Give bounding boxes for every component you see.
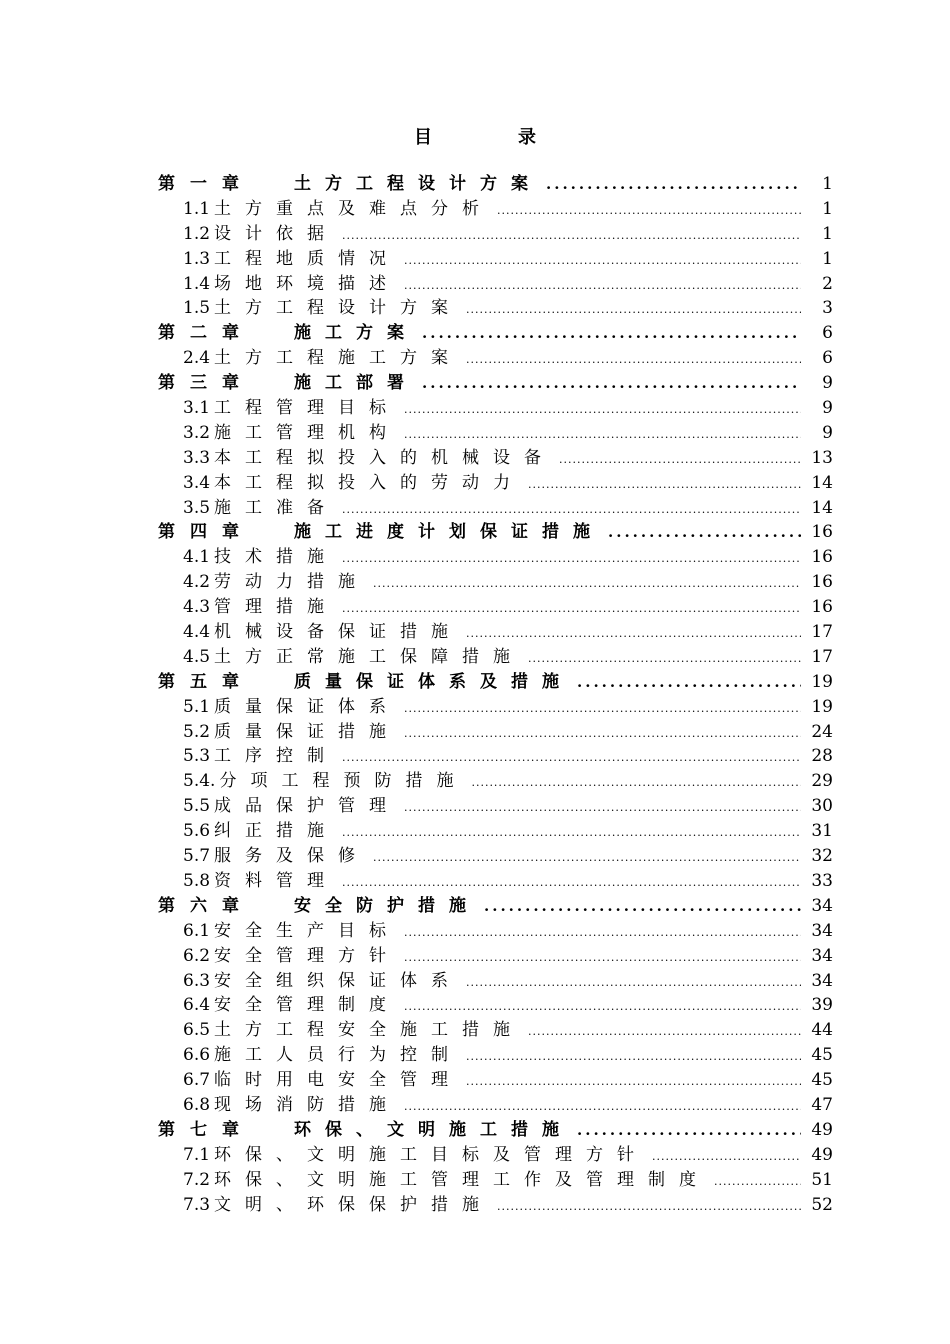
entry-title: 管理措施 [214, 597, 339, 618]
entry-number: 第七章 [158, 1119, 254, 1140]
dot-leader [404, 921, 801, 944]
dot-leader [528, 473, 801, 496]
toc-chapter-entry[interactable] [158, 520, 833, 545]
dot-leader [546, 172, 801, 197]
entry-number: 7.3 [183, 1194, 211, 1215]
dot-leader [404, 274, 801, 297]
entry-page-number: 17 [811, 622, 833, 643]
toc-chapter-entry[interactable] [158, 894, 833, 919]
toc-section-entry[interactable] [158, 570, 833, 595]
entry-number: 6.7 [183, 1070, 211, 1091]
entry-number: 1.3 [183, 248, 211, 269]
entry-title: 施工管理机构 [214, 422, 401, 443]
entry-page-number: 51 [811, 1169, 833, 1190]
entry-title: 施工准备 [214, 497, 339, 518]
entry-number: 7.2 [183, 1169, 211, 1190]
dot-leader [466, 622, 801, 645]
entry-title: 成品保护管理 [214, 796, 401, 817]
toc-section-entry[interactable] [158, 744, 833, 769]
entry-title: 本工程拟投入的机械设备 [214, 447, 556, 468]
dot-leader [404, 398, 801, 421]
entry-title: 安全组织保证体系 [214, 970, 463, 991]
entry-page-number: 14 [811, 497, 833, 518]
entry-page-number: 14 [811, 472, 833, 493]
toc-section-entry[interactable] [158, 645, 833, 670]
entry-page-number: 16 [811, 547, 833, 568]
toc-section-entry[interactable] [158, 346, 833, 371]
toc-section-entry[interactable] [158, 1018, 833, 1043]
toc-chapter-entry[interactable] [158, 321, 833, 346]
entry-number: 4.4 [183, 622, 211, 643]
toc-chapter-entry[interactable] [158, 172, 833, 197]
entry-page-number: 17 [811, 646, 833, 667]
entry-title: 环保、文明施工管理工作及管理制度 [214, 1169, 711, 1190]
dot-leader [342, 224, 801, 247]
entry-page-number: 34 [811, 970, 833, 991]
entry-number: 1.5 [183, 298, 211, 319]
entry-title: 土方工程设计方案 [214, 298, 463, 319]
entry-number: 5.5 [183, 796, 211, 817]
entry-page-number: 24 [811, 721, 833, 742]
entry-page-number: 9 [822, 373, 833, 394]
dot-leader [466, 971, 801, 994]
toc-section-entry[interactable] [158, 1168, 833, 1193]
toc-section-entry[interactable] [158, 545, 833, 570]
entry-title: 质量保证措施 [214, 721, 401, 742]
entry-number: 第二章 [158, 323, 254, 344]
entry-page-number: 1 [822, 174, 833, 194]
entry-title: 质量保证体系 [214, 696, 401, 717]
entry-title: 纠正措施 [214, 821, 339, 842]
entry-number: 2.4 [183, 348, 211, 369]
entry-number: 6.1 [183, 920, 211, 941]
entry-title: 资料管理 [214, 870, 339, 891]
dot-leader [484, 894, 801, 919]
dot-leader [528, 647, 801, 670]
dot-leader [497, 199, 801, 222]
entry-number: 6.5 [183, 1020, 211, 1041]
dot-leader [559, 448, 801, 471]
entry-page-number: 19 [811, 696, 833, 717]
dot-leader [342, 746, 801, 769]
entry-title: 场地环境描述 [214, 273, 401, 294]
entry-title: 文明、环保保护措施 [214, 1194, 494, 1215]
entry-number: 7.1 [183, 1144, 211, 1165]
entry-title: 土方正常施工保障措施 [214, 646, 525, 667]
entry-page-number: 9 [822, 422, 833, 443]
toc-section-entry[interactable] [158, 421, 833, 446]
entry-page-number: 39 [811, 995, 833, 1016]
dot-leader [404, 995, 801, 1018]
entry-title: 土方工程施工方案 [214, 348, 463, 369]
toc-section-entry[interactable] [158, 620, 833, 645]
entry-number: 5.8 [183, 870, 211, 891]
entry-page-number: 34 [811, 920, 833, 941]
entry-page-number: 1 [822, 248, 833, 269]
dot-leader [404, 1095, 801, 1118]
entry-number: 5.1 [183, 696, 211, 717]
dot-leader [466, 348, 801, 371]
entry-number: 5.6 [183, 821, 211, 842]
entry-page-number: 44 [811, 1020, 833, 1041]
entry-title: 环保、文明施工目标及管理方针 [214, 1144, 649, 1165]
entry-page-number: 33 [811, 870, 833, 891]
toc-section-entry[interactable] [158, 993, 833, 1018]
entry-title: 机械设备保证措施 [214, 622, 463, 643]
entry-title: 现场消防措施 [214, 1094, 401, 1115]
entry-number: 第一章 [158, 174, 254, 194]
toc-section-entry[interactable] [158, 396, 833, 421]
dot-leader [577, 670, 801, 695]
entry-page-number: 16 [811, 522, 833, 543]
entry-number: 3.5 [183, 497, 211, 518]
entry-title: 施工人员行为控制 [214, 1045, 463, 1066]
toc-section-entry[interactable] [158, 595, 833, 620]
entry-title: 服务及保修 [214, 846, 370, 867]
toc-section-entry[interactable] [158, 695, 833, 720]
entry-title: 技术措施 [214, 547, 339, 568]
entry-page-number: 30 [811, 796, 833, 817]
entry-page-number: 45 [811, 1070, 833, 1091]
entry-page-number: 19 [811, 671, 833, 692]
dot-leader [471, 771, 801, 794]
toc-section-entry[interactable] [158, 1193, 833, 1218]
entry-number: 第四章 [158, 522, 254, 543]
dot-leader [422, 371, 801, 396]
dot-leader [342, 871, 801, 894]
entry-title: 环保、文明施工措施 [294, 1119, 573, 1140]
toc-section-entry[interactable] [158, 944, 833, 969]
entry-title: 设计依据 [214, 223, 339, 244]
entry-title: 安全管理方针 [214, 945, 401, 966]
entry-page-number: 6 [822, 348, 833, 369]
entry-page-number: 45 [811, 1045, 833, 1066]
entry-page-number: 49 [811, 1144, 833, 1165]
entry-title: 安全防护措施 [294, 895, 480, 916]
entry-number: 6.4 [183, 995, 211, 1016]
entry-number: 4.1 [183, 547, 211, 568]
entry-number: 3.4 [183, 472, 211, 493]
dot-leader [466, 1070, 801, 1093]
toc-chapter-entry[interactable] [158, 1118, 833, 1143]
entry-number: 1.4 [183, 273, 211, 294]
entry-number: 4.2 [183, 572, 211, 593]
toc-section-entry[interactable] [158, 471, 833, 496]
entry-number: 3.1 [183, 398, 211, 419]
toc-title: 目 录 [414, 127, 570, 148]
dot-leader [608, 520, 801, 545]
toc-section-entry[interactable] [158, 272, 833, 297]
entry-title: 土方工程设计方案 [294, 174, 542, 194]
entry-number: 4.3 [183, 597, 211, 618]
toc-section-entry[interactable] [158, 496, 833, 521]
entry-title: 施工部署 [294, 373, 418, 394]
entry-number: 6.2 [183, 945, 211, 966]
dot-leader [577, 1118, 801, 1143]
entry-title: 安全管理制度 [214, 995, 401, 1016]
entry-page-number: 3 [822, 298, 833, 319]
toc-section-entry[interactable] [158, 197, 833, 222]
entry-number: 6.3 [183, 970, 211, 991]
dot-leader [404, 946, 801, 969]
entry-title: 劳动力措施 [214, 572, 370, 593]
toc-section-entry[interactable] [158, 1143, 833, 1168]
toc-section-entry[interactable] [158, 769, 833, 794]
entry-title: 分项工程预防措施 [219, 771, 468, 792]
entry-number: 3.3 [183, 447, 211, 468]
toc-section-entry[interactable] [158, 1068, 833, 1093]
dot-leader [528, 1020, 801, 1043]
toc-chapter-entry[interactable] [158, 670, 833, 695]
toc-section-entry[interactable] [158, 222, 833, 247]
entry-title: 土方工程安全施工措施 [214, 1020, 525, 1041]
entry-number: 5.4. [183, 771, 216, 792]
dot-leader [404, 796, 801, 819]
dot-leader [342, 821, 801, 844]
entry-title: 施工方案 [294, 323, 418, 344]
dot-leader [497, 1195, 801, 1218]
entry-page-number: 6 [822, 323, 833, 344]
dot-leader [422, 321, 801, 346]
entry-page-number: 34 [811, 945, 833, 966]
toc-section-entry[interactable] [158, 296, 833, 321]
entry-page-number: 1 [822, 223, 833, 244]
entry-number: 1.2 [183, 223, 211, 244]
dot-leader [342, 498, 801, 521]
entry-page-number: 47 [811, 1094, 833, 1115]
entry-page-number: 31 [811, 821, 833, 842]
toc-section-entry[interactable] [158, 819, 833, 844]
entry-page-number: 34 [811, 895, 833, 916]
toc-section-entry[interactable] [158, 247, 833, 272]
toc-section-entry[interactable] [158, 720, 833, 745]
entry-number: 第三章 [158, 373, 254, 394]
entry-number: 第六章 [158, 895, 254, 916]
entry-number: 5.2 [183, 721, 211, 742]
entry-number: 4.5 [183, 646, 211, 667]
dot-leader [404, 722, 801, 745]
entry-number: 6.8 [183, 1094, 211, 1115]
entry-title: 工程地质情况 [214, 248, 401, 269]
entry-page-number: 16 [811, 572, 833, 593]
entry-page-number: 52 [811, 1194, 833, 1215]
entry-title: 施工进度计划保证措施 [294, 522, 604, 543]
entry-title: 临时用电安全管理 [214, 1070, 463, 1091]
entry-page-number: 13 [811, 447, 833, 468]
entry-number: 第五章 [158, 671, 254, 692]
entry-title: 工序控制 [214, 746, 339, 767]
table-of-contents [158, 172, 833, 1217]
entry-number: 6.6 [183, 1045, 211, 1066]
entry-title: 安全生产目标 [214, 920, 401, 941]
dot-leader [652, 1145, 801, 1168]
entry-page-number: 32 [811, 846, 833, 867]
entry-page-number: 28 [811, 746, 833, 767]
entry-page-number: 49 [811, 1119, 833, 1140]
entry-page-number: 9 [822, 398, 833, 419]
dot-leader [404, 423, 801, 446]
toc-section-entry[interactable] [158, 919, 833, 944]
entry-title: 本工程拟投入的劳动力 [214, 472, 525, 493]
toc-section-entry[interactable] [158, 969, 833, 994]
entry-page-number: 2 [822, 273, 833, 294]
dot-leader [404, 697, 801, 720]
dot-leader [404, 249, 801, 272]
toc-section-entry[interactable] [158, 1043, 833, 1068]
toc-section-entry[interactable] [158, 869, 833, 894]
dot-leader [373, 846, 801, 869]
dot-leader [466, 1045, 801, 1068]
entry-page-number: 29 [811, 771, 833, 792]
entry-number: 5.3 [183, 746, 211, 767]
entry-number: 1.1 [183, 198, 211, 219]
toc-section-entry[interactable] [158, 794, 833, 819]
entry-title: 质量保证体系及措施 [294, 671, 573, 692]
toc-section-entry[interactable] [158, 446, 833, 471]
entry-title: 土方重点及难点分析 [214, 198, 494, 219]
dot-leader [342, 597, 801, 620]
dot-leader [342, 547, 801, 570]
entry-number: 5.7 [183, 846, 211, 867]
entry-page-number: 16 [811, 597, 833, 618]
toc-section-entry[interactable] [158, 844, 833, 869]
dot-leader [466, 298, 801, 321]
entry-page-number: 1 [822, 198, 833, 219]
entry-number: 3.2 [183, 422, 211, 443]
toc-section-entry[interactable] [158, 1093, 833, 1118]
dot-leader [714, 1170, 801, 1193]
dot-leader [373, 572, 801, 595]
entry-title: 工程管理目标 [214, 398, 401, 419]
toc-chapter-entry[interactable] [158, 371, 833, 396]
